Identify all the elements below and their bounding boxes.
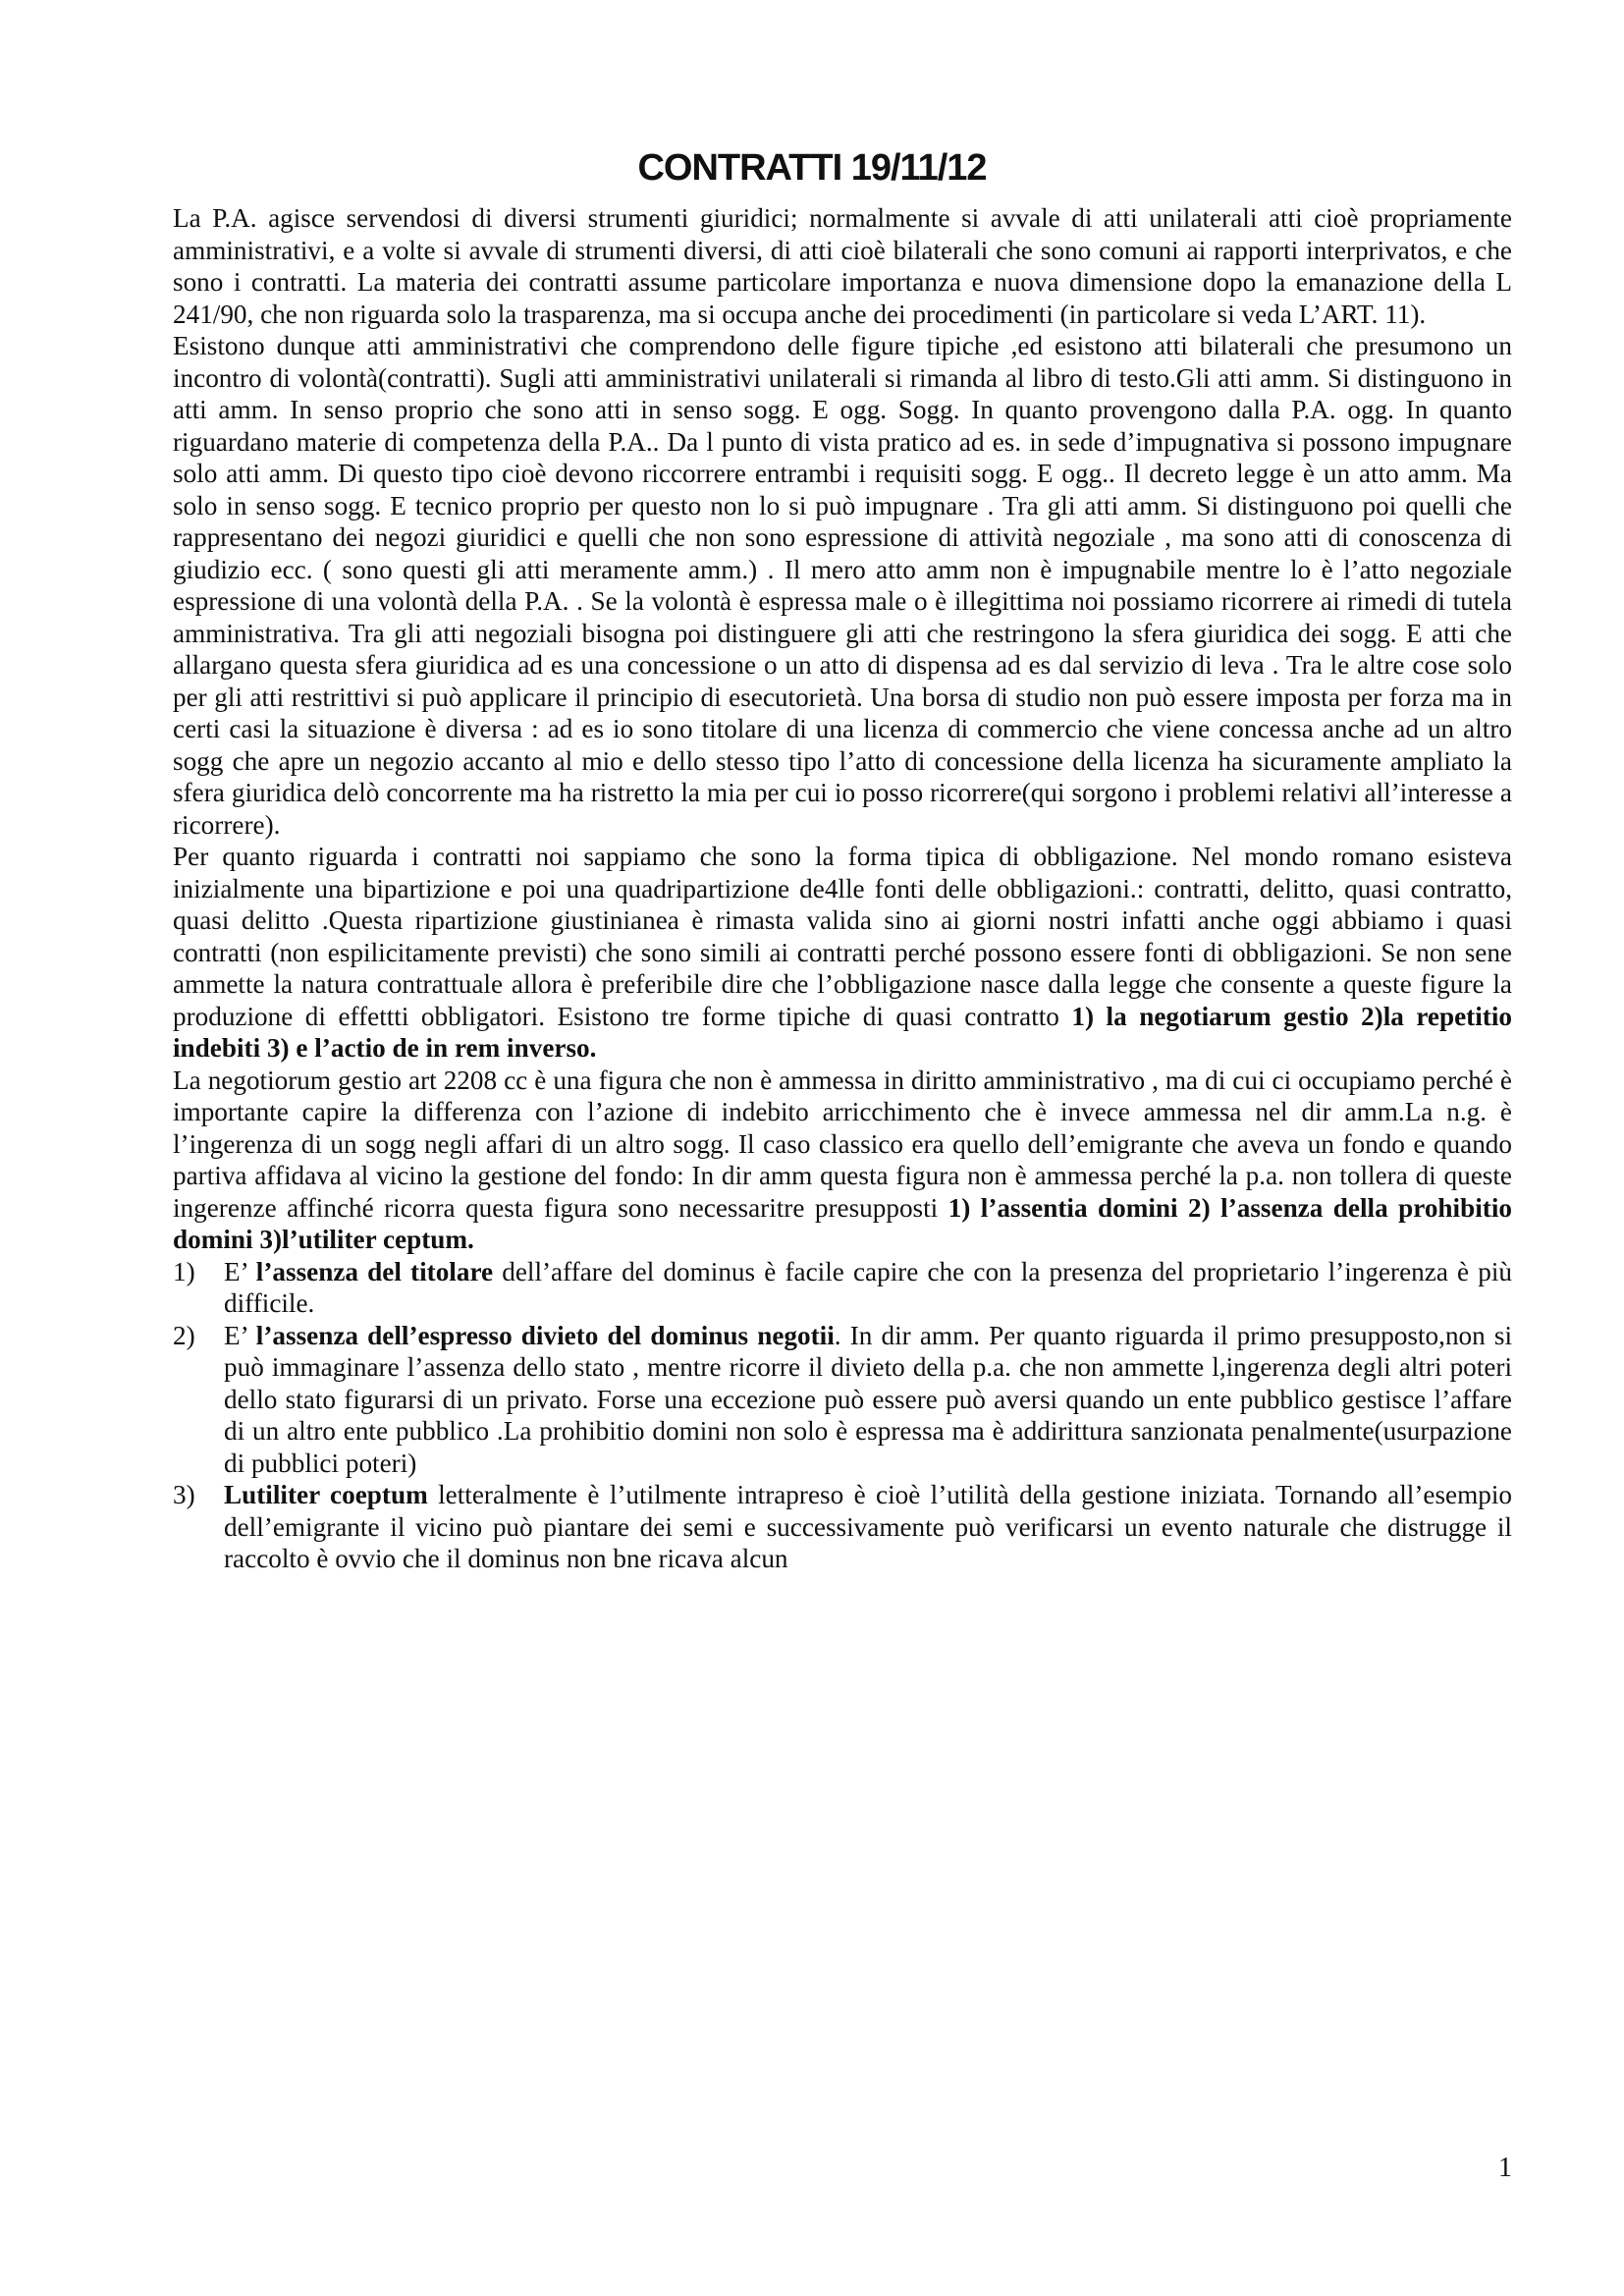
list-item-text: E’ <box>224 1320 256 1350</box>
list-item-number: 2) <box>173 1320 195 1350</box>
list-item <box>173 1479 1512 1575</box>
paragraph <box>173 330 1512 841</box>
paragraph-bold-text: 1) la negotiarum gestio 2)la repetitio indebiti 3) e l’actio de in rem inverso. <box>173 1001 1512 1063</box>
paragraph <box>173 202 1512 330</box>
paragraph <box>173 841 1512 1065</box>
paragraph-text: Esistono dunque atti amministrativi che comprendono delle figure tipiche ,ed esistono atti bilaterali che presumono un incontro di volontà(contratti). Sugli atti amministrativi unilaterali si rimanda al libro di testo.Gli atti amm. Si distinguono in atti amm. In senso proprio che sono atti in senso sogg. E ogg. Sogg. In quanto provengono dalla P.A. ogg. In quanto riguardano materie di competenza della P.A.. Da l punto di vista pratico ad es. in sede d’impugnativa si possono impugnare solo atti amm. Di questo tipo cioè devono riccorrere entrambi i requisiti sogg. E ogg.. Il decreto legge è un atto amm. Ma solo in senso sogg. E tecnico proprio per questo non lo si può impugnare . Tra gli atti amm. Si distinguono poi quelli che rappresentano dei negozi giuridici e quelli che non sono espressione di attività negoziale , ma sono atti di conoscenza di giudizio ecc. ( sono questi gli atti meramente amm.) . Il mero atto amm non è impugnabile mentre lo è l’atto negoziale espressione di una volontà della P.A. . Se la volontà è espressa male o è illegittima noi possiamo ricorrere ai rimedi di tutela amministrativa. Tra gli atti negoziali bisogna poi distinguere gli atti che restringono la sfera giuridica dei sogg. E atti che allargano questa sfera giuridica ad es una concessione o un atto di dispensa ad es dal servizio di leva . Tra le altre cose solo per gli atti restrittivi si può applicare il principio di esecutorietà. Una borsa di studio non può essere imposta per forza ma in certi casi la situazione è diversa : ad es io sono titolare di una licenza di commercio che viene concessa anche ad un altro sogg che apre un negozio accanto al mio e dello stesso tipo l’atto di concessione della licenza ha sicuramente ampliato la sfera giuridica delò concorrente ma ha ristretto la mia per cui io posso ricorrere(qui sorgono i problemi relativi all’interesse a ricorrere). <box>173 331 1512 840</box>
list-item-bold-text: l’assenza del titolare <box>255 1256 494 1286</box>
list-item <box>173 1320 1512 1480</box>
paragraph <box>173 1065 1512 1256</box>
document-title: CONTRATTI 19/11/12 <box>637 147 987 189</box>
list-item-number: 3) <box>173 1480 195 1509</box>
list-item <box>173 1256 1512 1320</box>
paragraph-text: Per quanto riguarda i contratti noi sappiamo che sono la forma tipica di obbligazione. Nel mondo romano esisteva inizialmente una bipartizione e poi una quadripartizione de4lle fonti delle obbligazioni.: contratti, delitto, quasi contratto, quasi delitto .Questa ripartizione giustinianea è rimasta valida sino ai giorni nostri infatti anche oggi abbiamo i quasi contratti (non espilicitamente previsti) che sono simili ai contratti perché possono essere fonti di obbligazioni. Se non sene ammette la natura contrattuale allora è preferibile dire che l’obbligazione nasce dalla legge che consente a queste figure la produzione di effettti obbligatori. Esistono tre forme tipiche di quasi contratto <box>173 842 1512 1031</box>
paragraph-text: La negotiorum gestio art 2208 cc è una figura che non è ammessa in diritto amministrativo , ma di cui ci occupiamo perché è importante capire la differenza con l’azione di indebito arricchimento che è invece ammessa nel dir amm.La n.g. è l’ingerenza di un sogg negli affari di un altro sogg. Il caso classico era quello dell’emigrante che aveva un fondo e quando partiva affidava al vicino la gestione del fondo: In dir amm questa figura non è ammessa perché la p.a. non tollera di queste ingerenze affinché ricorra questa figura sono necessaritre presupposti <box>173 1065 1512 1223</box>
page-number: 1 <box>1498 2153 1512 2183</box>
list-item-text: dell’affare del dominus è facile capire che con la presenza del proprietario l’ingerenza è più difficile. <box>224 1256 1512 1318</box>
list-item-text: . In dir amm. Per quanto riguarda il primo presupposto,non si può immaginare l’assenza dello stato , mentre ricorre il divieto della p.a. che non ammette l,ingerenza degli altri poteri dello stato figurarsi di un privato. Forse una eccezione può essere può aversi quando un ente pubblico gestisce l’affare di un altro ente pubblico .La prohibitio domini non solo è espressa ma è addirittura sanzionata penalmente(usurpazione di pubblici poteri) <box>224 1320 1512 1478</box>
list-item-bold-text: l’assenza dell’espresso divieto del dominus negotii <box>255 1320 835 1350</box>
list-item-text: letteralmente è l’utilmente intrapreso è cioè l’utilità della gestione iniziata. Tornando all’esempio dell’emigrante il vicino può piantare dei semi e successivamente può verificarsi un evento naturale che distrugge il raccolto è ovvio che il dominus non bne ricava alcun <box>224 1480 1512 1573</box>
paragraph-text: La P.A. agisce servendosi di diversi strumenti giuridici; normalmente si avvale di atti unilaterali atti cioè propriamente amministrativi, e a volte si avvale di strumenti diversi, di atti cioè bilaterali che sono comuni ai rapporti interprivatos, e che sono i contratti. La materia dei contratti assume particolare importanza e nuova dimensione dopo la emanazione della L 241/90, che non riguarda solo la trasparenza, ma si occupa anche dei procedimenti (in particolare si veda L’ART. 11). <box>173 203 1512 329</box>
list-item-number: 1) <box>173 1256 195 1286</box>
document-body <box>173 202 1512 1575</box>
list-item-text: E’ <box>224 1256 256 1286</box>
paragraph-bold-text: 1) l’assentia domini 2) l’assenza della prohibitio domini 3)l’utiliter ceptum. <box>173 1192 1512 1254</box>
list-item-bold-text: Lutiliter coeptum <box>224 1480 428 1509</box>
numbered-list <box>173 1256 1512 1575</box>
